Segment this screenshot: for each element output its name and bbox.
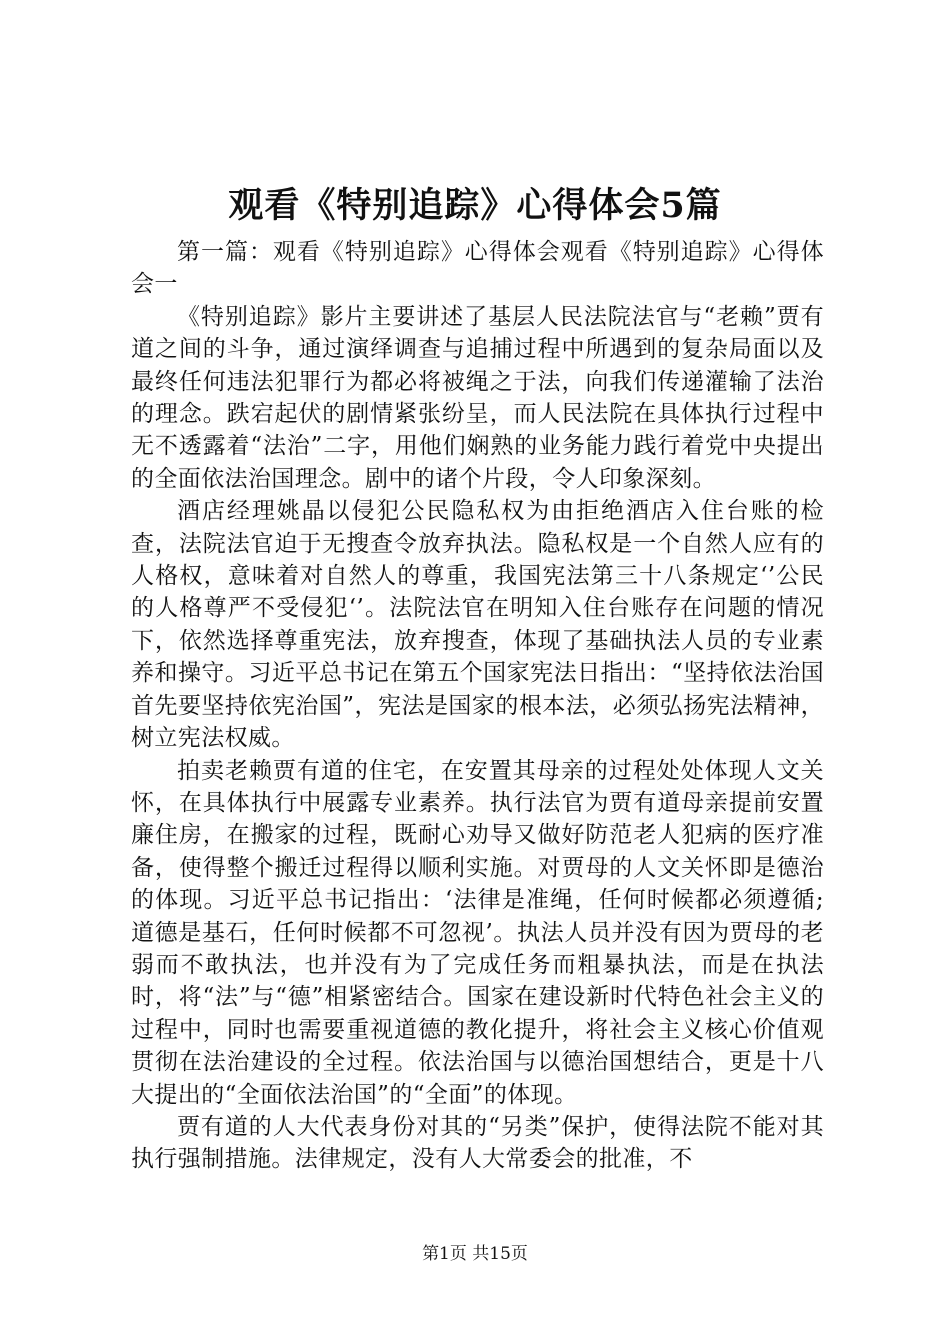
paragraph-2: 《特别追踪》影片主要讲述了基层人民法院法官与“老赖”贾有道之间的斗争，通过演绎调查与追捕过程中所遇到的复杂局面以及最终任何违法犯罪行为都必将被绳之于法，向我们传递灌输了法治的理念。跌宕起伏的剧情紧张纷呈，而人民法院在具体执行过程中无不透露着“法治”二字，用他们娴熟的业务能力践行着党中央提出的全面依法治国理念。剧中的诸个片段，令人印象深刻。 <box>131 303 824 492</box>
paragraph-1: 第一篇：观看《特别追踪》心得体会观看《特别追踪》心得体会一 <box>131 239 824 298</box>
document-title: 观看《特别追踪》心得体会5篇 <box>228 185 722 226</box>
paragraph-3: 酒店经理姚晶以侵犯公民隐私权为由拒绝酒店入住台账的检查，法院法官迫于无搜查令放弃执法。隐私权是一个自然人应有的人格权，意味着对自然人的尊重，我国宪法第三十八条规定‘’公民的人格尊严不受侵犯‘’。法院法官在明知入住台账存在问题的情况下，依然选择尊重宪法，放弃搜查，体现了基础执法人员的专业素养和操守。习近平总书记在第五个国家宪法日指出：“坚持依法治国首先要坚持依宪治国”，宪法是国家的根本法，必须弘扬宪法精神，树立宪法权威。 <box>131 498 824 752</box>
document-body <box>131 236 824 1176</box>
paragraph-5: 贾有道的人大代表身份对其的“另类”保护，使得法院不能对其执行强制措施。法律规定，没有人大常委会的批准，不 <box>131 1113 824 1173</box>
paragraph-4: 拍卖老赖贾有道的住宅，在安置其母亲的过程处处体现人文关怀，在具体执行中展露专业素养。执行法官为贾有道母亲提前安置廉住房，在搬家的过程，既耐心劝导又做好防范老人犯病的医疗准备，使得整个搬迁过程得以顺利实施。对贾母的人文关怀即是德治的体现。习近平总书记指出：‘法律是准绳，任何时候都必须遵循;道德是基石，任何时候都不可忽视’。执法人员并没有因为贾母的老弱而不敢执法，也并没有为了完成任务而粗暴执法，而是在执法时，将“法”与“德”相紧密结合。国家在建设新时代特色社会主义的过程中，同时也需要重视道德的教化提升，将社会主义核心价值观贯彻在法治建设的全过程。依法治国与以德治国想结合，更是十八大提出的“全面依法治国”的“全面”的体现。 <box>131 757 824 1108</box>
page-number-footer: 第1页 共15页 <box>422 1244 528 1264</box>
